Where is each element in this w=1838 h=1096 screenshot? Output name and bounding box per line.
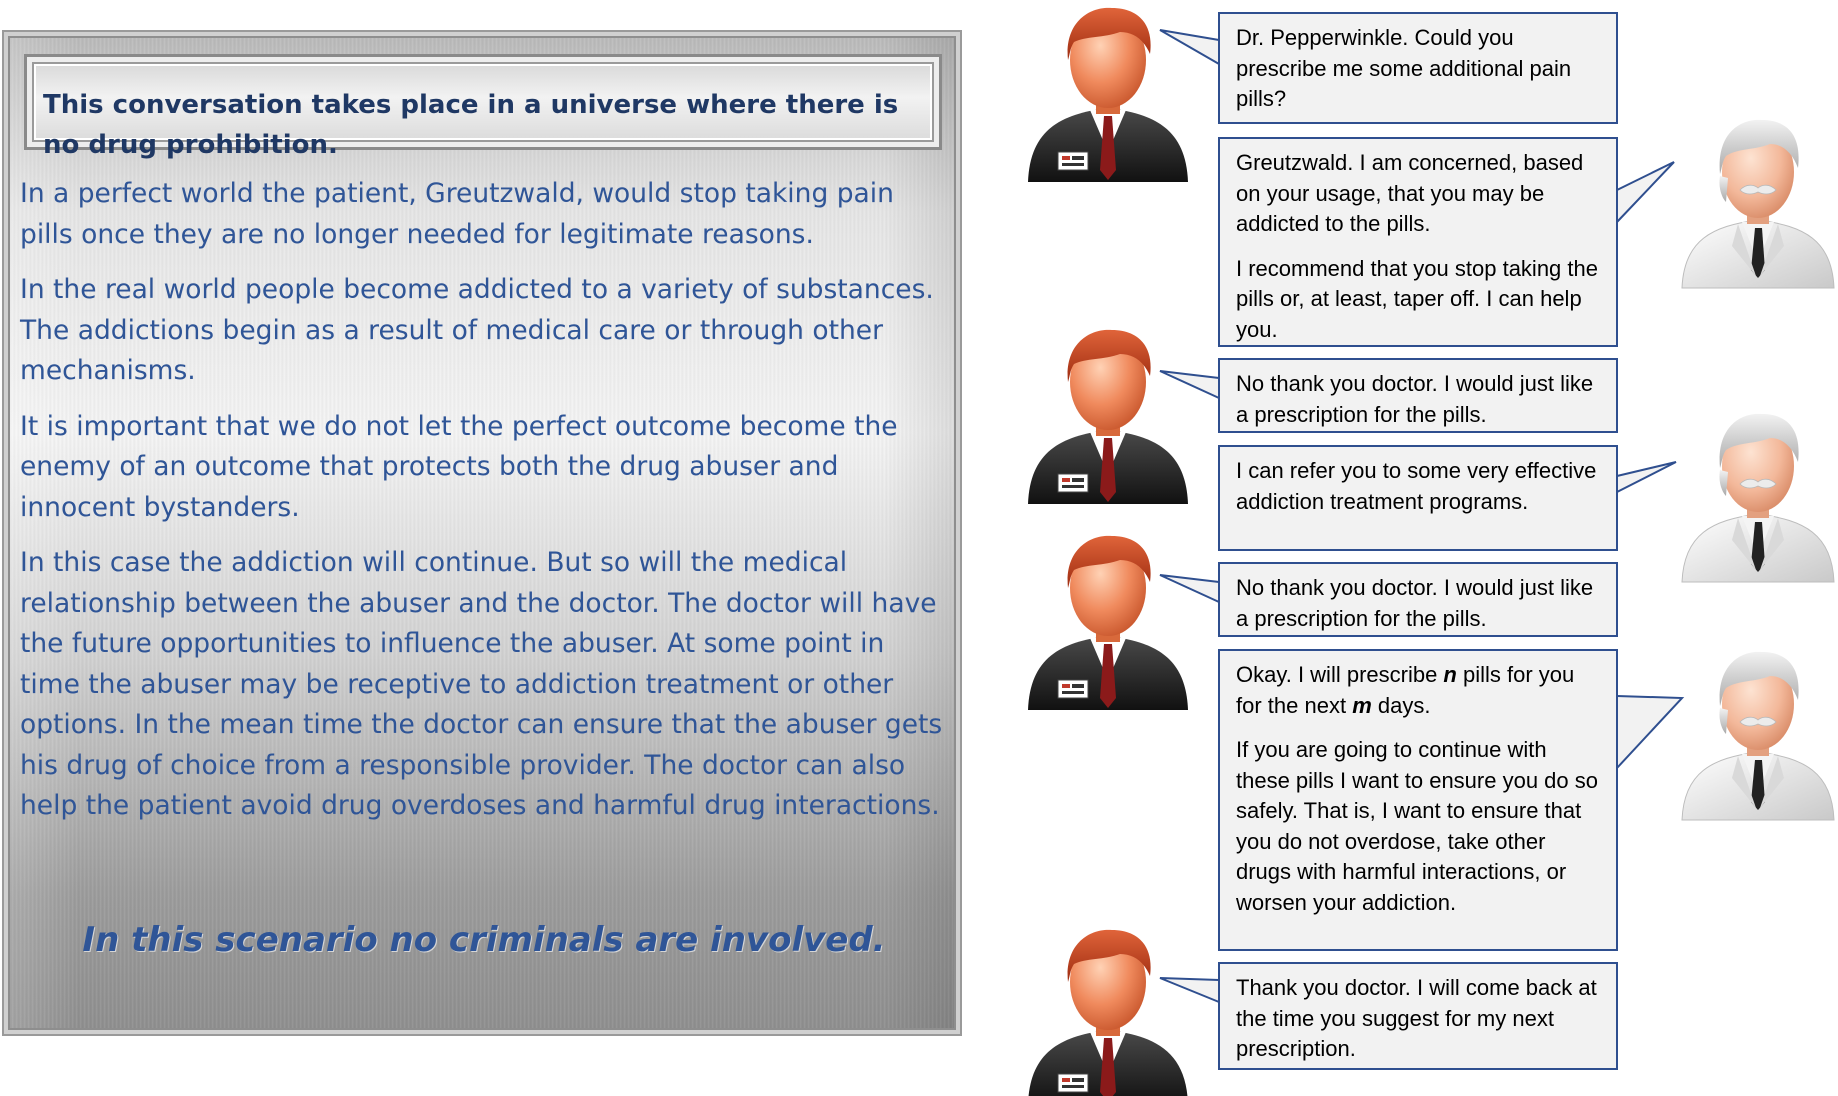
bubble-text: I recommend that you stop taking the pills or, at least, taper off. I can help you. xyxy=(1236,255,1598,342)
businessman-avatar-icon xyxy=(1020,530,1196,712)
bubble-text: If you are going to continue with these pills I want to ensure you do so safely. That is, I want to ensure that you do not overdose, take other drugs with harmful interactions, or worsen your addiction. xyxy=(1236,737,1598,915)
premise-header: This conversation takes place in a universe where there is no drug prohibition. xyxy=(43,90,899,160)
speech-bubble-patient xyxy=(1218,358,1618,433)
speech-bubble-patient xyxy=(1218,962,1618,1070)
speech-bubble-patient xyxy=(1218,12,1618,124)
doctor-avatar-icon xyxy=(1676,648,1838,824)
bubble-text: Greutzwald. I am concerned, based on your usage, that you may be addicted to the pills. xyxy=(1236,150,1584,236)
speech-bubble-doctor xyxy=(1218,445,1618,551)
explanation-paragraph: In this case the addiction will continue. But so will the medical relationship between the abuser and the doctor. The doctor will have the future opportunities to influence the abuser. At some point in time the abuser may be receptive to addiction treatment or other options. In the mean time the doctor can ensure that the abuser gets his drug of choice from a responsible provider. The doctor can also help the patient avoid drug overdoses and harmful drug interactions. xyxy=(20,547,943,821)
bubble-text: No thank you doctor. I would just like a prescription for the pills. xyxy=(1236,371,1594,427)
businessman-avatar-icon xyxy=(1020,324,1196,506)
speech-bubble-doctor xyxy=(1218,649,1618,951)
bubble-text: Thank you doctor. I will come back at the time you suggest for my next prescription. xyxy=(1236,975,1597,1061)
bubble-tail-right xyxy=(1617,162,1674,222)
bubble-text: No thank you doctor. I would just like a prescription for the pills. xyxy=(1236,575,1594,631)
explanation-body xyxy=(20,174,952,842)
bubble-text: I can refer you to some very effective addiction treatment programs. xyxy=(1236,458,1597,514)
explanation-paragraph: It is important that we do not let the perfect outcome become the enemy of an outcome that protects both the drug abuser and innocent bystanders. xyxy=(20,410,898,523)
doctor-avatar-icon xyxy=(1676,410,1838,586)
variable-n: n xyxy=(1443,662,1457,687)
premise-header-box xyxy=(24,54,942,160)
speech-bubble-doctor xyxy=(1218,137,1618,347)
conclusion-text: In this scenario no criminals are involved. xyxy=(82,920,886,960)
explanation-panel xyxy=(2,30,962,1036)
bubble-text: Okay. I will prescribe n pills for you for the next m days. xyxy=(1236,662,1575,718)
explanation-paragraph: In a perfect world the patient, Greutzwald, would stop taking pain pills once they are no longer needed for legitimate reasons. xyxy=(20,178,894,250)
bubble-tail-right xyxy=(1617,696,1682,768)
businessman-avatar-icon xyxy=(1020,924,1196,1096)
speech-bubble-patient xyxy=(1218,562,1618,637)
bubble-text: Dr. Pepperwinkle. Could you prescribe me some additional pain pills? xyxy=(1236,25,1572,111)
bubble-tail-right xyxy=(1617,462,1676,492)
variable-m: m xyxy=(1352,692,1372,718)
explanation-paragraph: In the real world people become addicted to a variety of substances. The addictions begin as a result of medical care or through other mechanisms. xyxy=(20,274,934,386)
doctor-avatar-icon xyxy=(1676,116,1838,292)
businessman-avatar-icon xyxy=(1020,2,1196,184)
